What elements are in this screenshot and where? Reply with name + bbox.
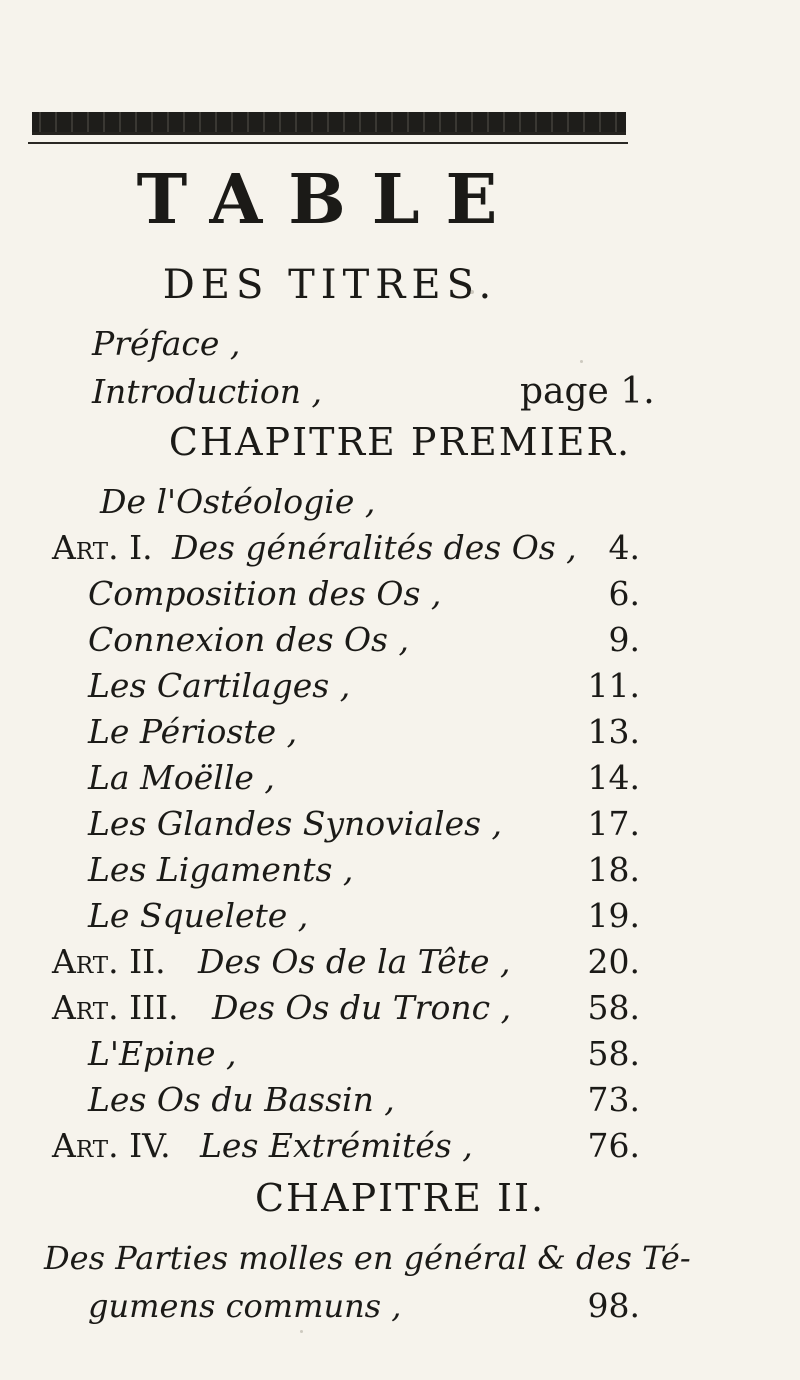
toc-page: 13. xyxy=(587,712,640,751)
toc-page: 9. xyxy=(608,620,640,659)
toc-page: 17. xyxy=(587,804,640,843)
toc-label: Les Os du Bassin , xyxy=(88,1080,395,1119)
toc-entry xyxy=(0,570,800,618)
toc-label: Le Périoste , xyxy=(88,712,298,751)
article-number: Art. IV. xyxy=(52,1126,171,1165)
toc-entry-preface xyxy=(0,320,800,368)
toc-entry-introduction xyxy=(0,368,800,416)
ornamental-rule xyxy=(32,112,626,135)
toc-entry xyxy=(0,708,800,756)
toc-page: 14. xyxy=(587,758,640,797)
toc-label: Composition des Os , xyxy=(88,574,442,613)
toc-entry xyxy=(0,1030,800,1078)
toc-entry xyxy=(0,1122,800,1170)
toc-label: Des Os du Tronc , xyxy=(212,988,512,1027)
toc-entry xyxy=(0,524,800,572)
toc-label: Des Os de la Tête , xyxy=(198,942,511,981)
toc-entry-chapter2-cont xyxy=(0,1282,800,1330)
paper-speck xyxy=(470,290,474,294)
toc-page: 6. xyxy=(608,574,640,613)
toc-label: Connexion des Os , xyxy=(88,620,409,659)
toc-label: Des Parties molles en général & des Té- xyxy=(44,1239,691,1277)
paper-speck xyxy=(300,1330,303,1333)
article-number: Art. II. xyxy=(52,942,166,981)
chapter-heading: CHAPITRE PREMIER. xyxy=(168,420,632,464)
toc-page: 4. xyxy=(608,528,640,567)
paper-speck xyxy=(580,360,583,363)
toc-label: Introduction , xyxy=(92,372,322,411)
toc-label: Les Extrémités , xyxy=(200,1126,473,1165)
toc-entry xyxy=(0,938,800,986)
toc-page: 11. xyxy=(587,666,640,705)
toc-page: 19. xyxy=(587,896,640,935)
toc-label: Des généralités des Os , xyxy=(172,528,577,567)
page-subtitle: DES TITRES. xyxy=(162,262,498,308)
article-number: Art. III. xyxy=(52,988,179,1027)
ornamental-rule-thin xyxy=(28,142,628,144)
toc-entry xyxy=(0,754,800,802)
chapter-heading: CHAPITRE II. xyxy=(254,1176,546,1220)
toc-page: 58. xyxy=(587,1034,640,1073)
toc-label: Les Cartilages , xyxy=(88,666,351,705)
toc-page: 98. xyxy=(587,1286,640,1325)
toc-label: La Moëlle , xyxy=(88,758,275,797)
toc-label: gumens communs , xyxy=(88,1287,402,1325)
toc-page: page 1. xyxy=(520,371,655,412)
toc-label: De l'Ostéologie , xyxy=(100,482,376,521)
toc-label: L'Epine , xyxy=(88,1034,237,1073)
toc-entry-osteologie xyxy=(0,478,800,526)
page-title: TABLE xyxy=(136,160,524,240)
toc-entry xyxy=(0,662,800,710)
toc-label: Préface , xyxy=(92,324,241,363)
toc-entry xyxy=(0,1076,800,1124)
toc-label: Les Glandes Synoviales , xyxy=(88,804,503,843)
toc-entry xyxy=(0,616,800,664)
toc-page: 73. xyxy=(587,1080,640,1119)
toc-entry xyxy=(0,892,800,940)
toc-label: Les Ligaments , xyxy=(88,850,354,889)
toc-page: 58. xyxy=(587,988,640,1027)
toc-entry xyxy=(0,846,800,894)
article-number: Art. I. xyxy=(52,528,153,567)
toc-entry-chapter2 xyxy=(0,1234,800,1282)
toc-entry xyxy=(0,984,800,1032)
toc-page: 76. xyxy=(587,1126,640,1165)
toc-page: 18. xyxy=(587,850,640,889)
toc-label: Le Squelete , xyxy=(88,896,309,935)
toc-entry xyxy=(0,800,800,848)
toc-page: 20. xyxy=(587,942,640,981)
